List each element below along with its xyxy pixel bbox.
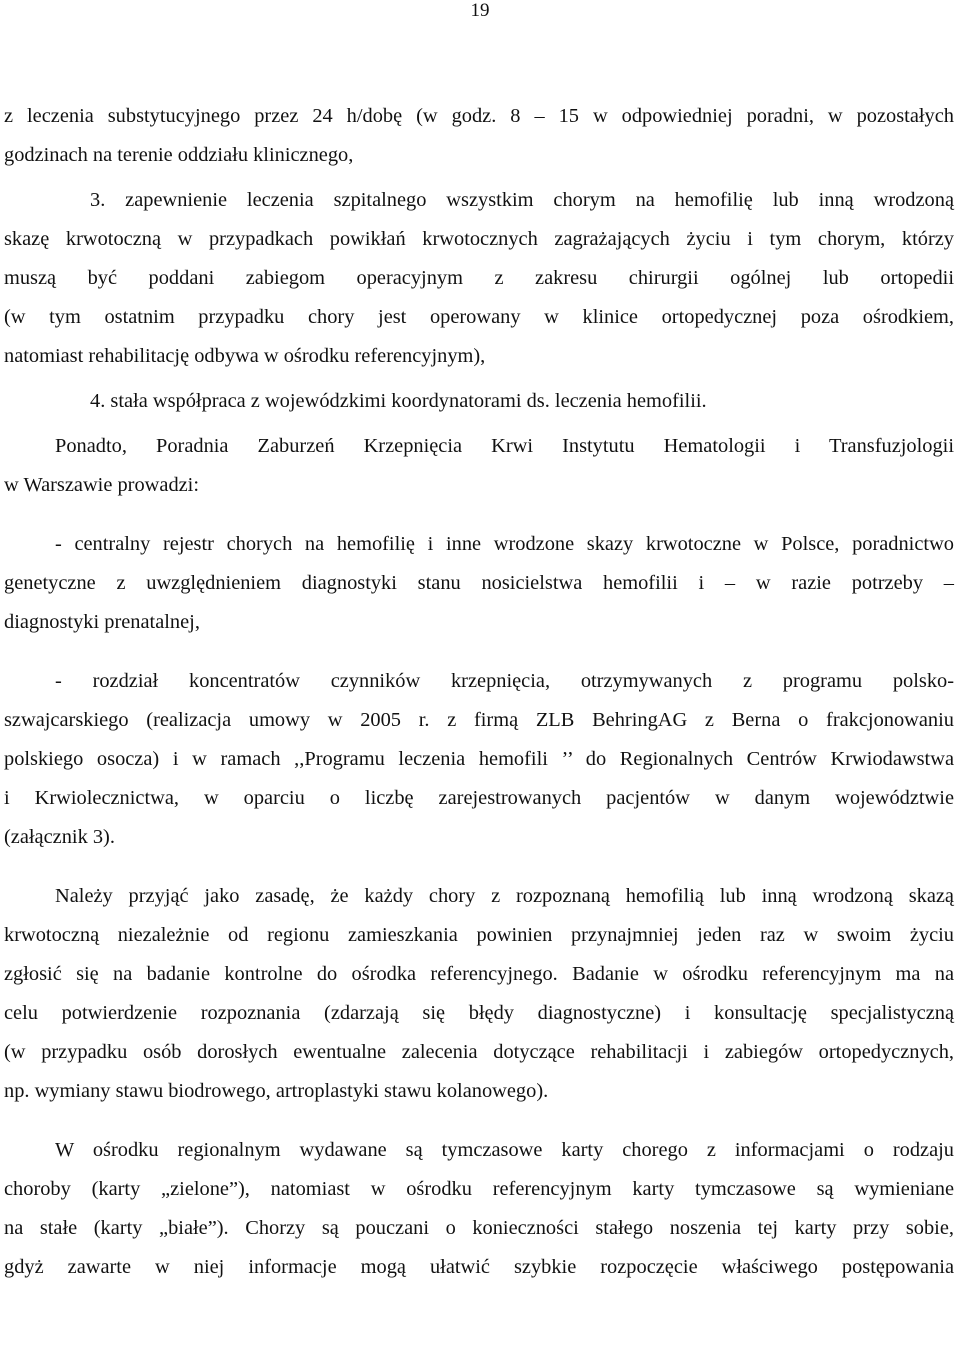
text-line: natomiast rehabilitację odbywa w ośrodku referencyjnym), [4,345,486,367]
text-line: W ośrodku regionalnym wydawane są tymczasowe karty chorego z informacjami o rodzaju [55,1139,954,1161]
text-line: 4. stała współpraca z wojewódzkimi koordynatorami ds. leczenia hemofilii. [90,390,707,412]
text-line: z leczenia substytucyjnego przez 24 h/dobę (w godz. 8 – 15 w odpowiedniej poradni, w pozostałych [4,105,954,127]
text-line: Ponadto, Poradnia Zaburzeń Krzepnięcia Krwi Instytutu Hematologii i Transfuzjologii [55,435,954,457]
text-line: skazę krwotoczną w przypadkach powikłań krwotocznych zagrażających życiu i tym chorym, którzy [4,228,954,250]
text-line: np. wymiany stawu biodrowego, artroplastyki stawu kolanowego). [4,1080,549,1102]
document-body [4,97,954,1287]
list-item-4 [4,382,954,421]
text-line: w Warszawie prowadzi: [4,474,200,496]
text-line: (załącznik 3). [4,826,115,848]
text-line: polskiego osocza) i w ramach ,,Programu leczenia hemofili ’’ do Regionalnych Centrów Krwiodawstwa [4,748,954,770]
text-line: Należy przyjąć jako zasadę, że każdy chory z rozpoznaną hemofilią lub inną wrodzoną skazą [55,885,954,907]
text-line: - centralny rejestr chorych na hemofilię i inne wrodzone skazy krwotoczne w Polsce, poradnictwo [55,533,954,555]
text-line: gdyż zawarte w niej informacje mogą ułatwić szybkie rozpoczęcie właściwego postępowania [4,1256,954,1278]
text-line: i Krwiolecznictwa, w oparciu o liczbę zarejestrowanych pacjentów w danym województwie [4,787,954,809]
text-line: genetyczne z uwzględnieniem diagnostyki stanu nosicielstwa hemofilii i – w razie potrzeby – [4,572,954,594]
paragraph-ponadto [4,427,954,505]
text-line: godzinach na terenie oddziału klinicznego, [4,144,354,166]
paragraph-karty [4,1131,954,1287]
text-line: (w przypadku osób dorosłych ewentualne zalecenia dotyczące rehabilitacji i zabiegów ortopedycznych, [4,1041,954,1063]
text-line: celu potwierdzenie rozpoznania (zdarzają się błędy diagnostyczne) i konsultację specjalistyczną [4,1002,954,1024]
text-line: muszą być poddani zabiegom operacyjnym z zakresu chirurgii ogólnej lub ortopedii [4,267,954,289]
list-item-distribution [4,662,954,857]
text-line: diagnostyki prenatalnej, [4,611,200,633]
text-line: krwotoczną niezależnie od regionu zamieszkania powinien przynajmniej jeden raz w swoim życiu [4,924,954,946]
list-item-3 [4,181,954,376]
text-line: - rozdział koncentratów czynników krzepnięcia, otrzymywanych z programu polsko- [55,670,954,692]
text-line: (w tym ostatnim przypadku chory jest operowany w klinice ortopedycznej poza ośrodkiem, [4,306,954,328]
list-item-registry [4,525,954,642]
paragraph-continuation [4,97,954,175]
text-line: choroby (karty „zielone”), natomiast w ośrodku referencyjnym karty tymczasowe są wymieniane [4,1178,954,1200]
page-number: 19 [470,0,490,21]
paragraph-nalezy [4,877,954,1111]
text-line: szwajcarskiego (realizacja umowy w 2005 r. z firmą ZLB BehringAG z Berna o frakcjonowaniu [4,709,954,731]
text-line: na stałe (karty „białe”). Chorzy są pouczani o konieczności stałego noszenia tej karty przy sobie, [4,1217,954,1239]
text-line: zgłosić się na badanie kontrolne do ośrodka referencyjnego. Badanie w ośrodku referencyjnym ma na [4,963,954,985]
text-line: 3. zapewnienie leczenia szpitalnego wszystkim chorym na hemofilię lub inną wrodzoną [90,189,954,211]
